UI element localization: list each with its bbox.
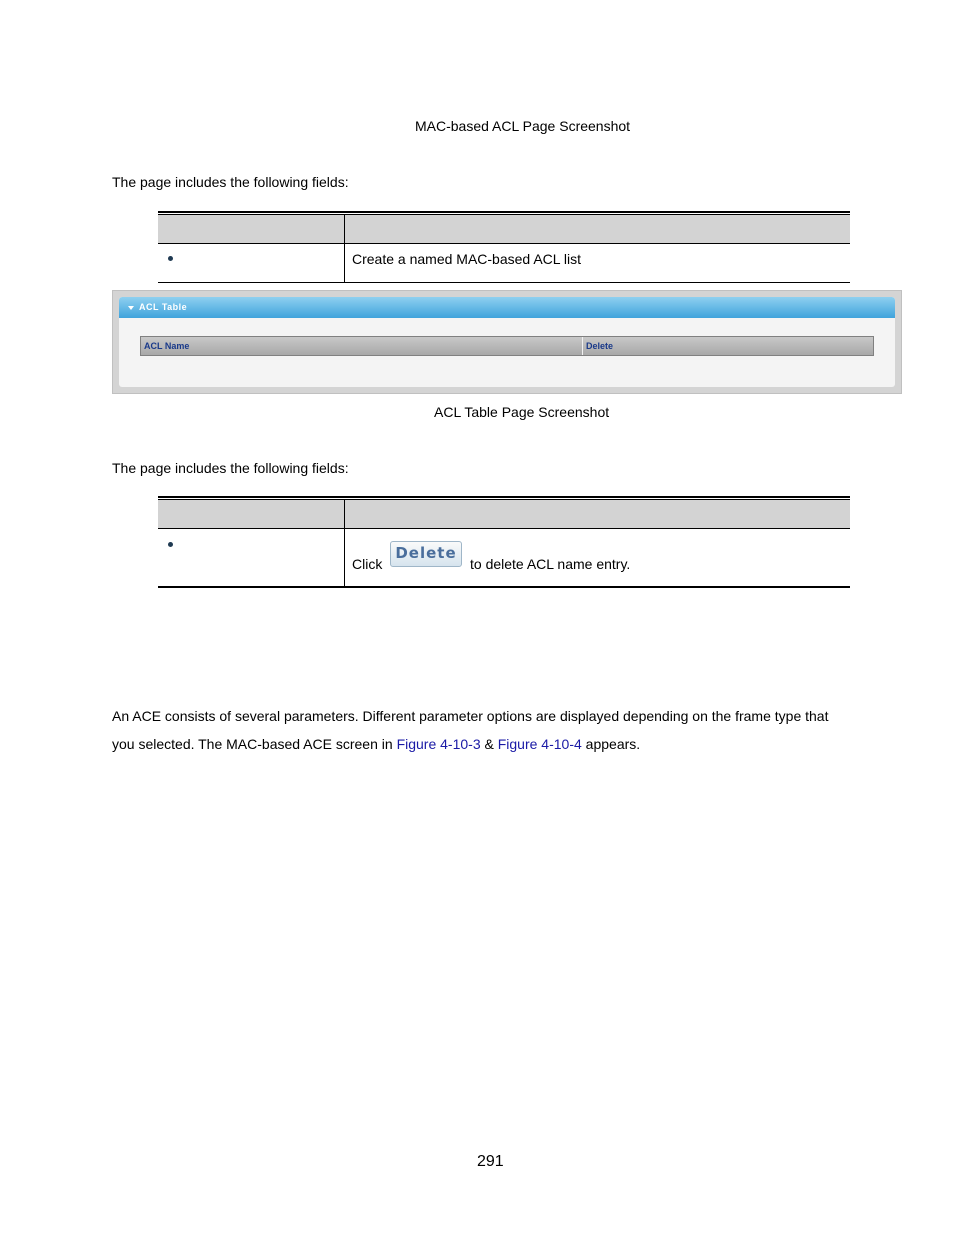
ace-paragraph-line-1: An ACE consists of several parameters. Different parameter options are displayed depending on the frame type that <box>112 708 829 724</box>
table-header-rule <box>158 528 850 529</box>
table-column-divider <box>344 499 345 586</box>
acl-table-header <box>140 336 874 356</box>
table-top-rule <box>158 496 850 498</box>
table-header-row <box>158 499 850 528</box>
delete-button-image: Delete <box>390 541 462 567</box>
delete-description: to delete ACL name entry. <box>470 556 631 572</box>
table-top-rule <box>158 211 850 213</box>
bullet-icon <box>168 542 173 547</box>
ace-paragraph-separator: & <box>480 736 498 752</box>
acl-table-screenshot <box>112 290 902 394</box>
table-column-divider <box>344 214 345 283</box>
acl-column-name: ACL Name <box>144 341 190 351</box>
figure-4-10-3-link[interactable]: Figure 4-10-3 <box>396 736 481 752</box>
table-row-description: Create a named MAC-based ACL list <box>352 251 582 267</box>
fields-intro-2: The page includes the following fields: <box>112 460 349 476</box>
table-header-row <box>158 214 850 243</box>
ace-paragraph-suffix: appears. <box>581 736 641 752</box>
acl-column-separator <box>582 337 583 355</box>
table-bottom-rule <box>158 282 850 283</box>
page-number: 291 <box>477 1153 504 1170</box>
click-word: Click <box>352 556 383 572</box>
table-header-rule <box>158 243 850 244</box>
acl-panel-titlebar[interactable] <box>119 297 895 318</box>
ace-paragraph-prefix: you selected. The MAC-based ACE screen in <box>112 736 397 752</box>
figure-4-10-4-link[interactable]: Figure 4-10-4 <box>497 736 582 752</box>
fields-table-1 <box>158 211 850 283</box>
bullet-icon <box>168 256 173 261</box>
fields-intro-1: The page includes the following fields: <box>112 174 349 190</box>
fields-table-2 <box>158 496 850 590</box>
acl-panel-title: ACL Table <box>139 302 188 312</box>
collapse-arrow-icon[interactable] <box>128 306 134 310</box>
figure-caption-mac-acl: MAC-based ACL Page Screenshot <box>415 118 631 134</box>
acl-panel <box>119 297 895 387</box>
acl-column-delete: Delete <box>586 341 614 351</box>
ace-paragraph-line-2 <box>112 736 640 752</box>
figure-caption-acl-table: ACL Table Page Screenshot <box>434 404 610 420</box>
table-bottom-rule <box>158 586 850 588</box>
